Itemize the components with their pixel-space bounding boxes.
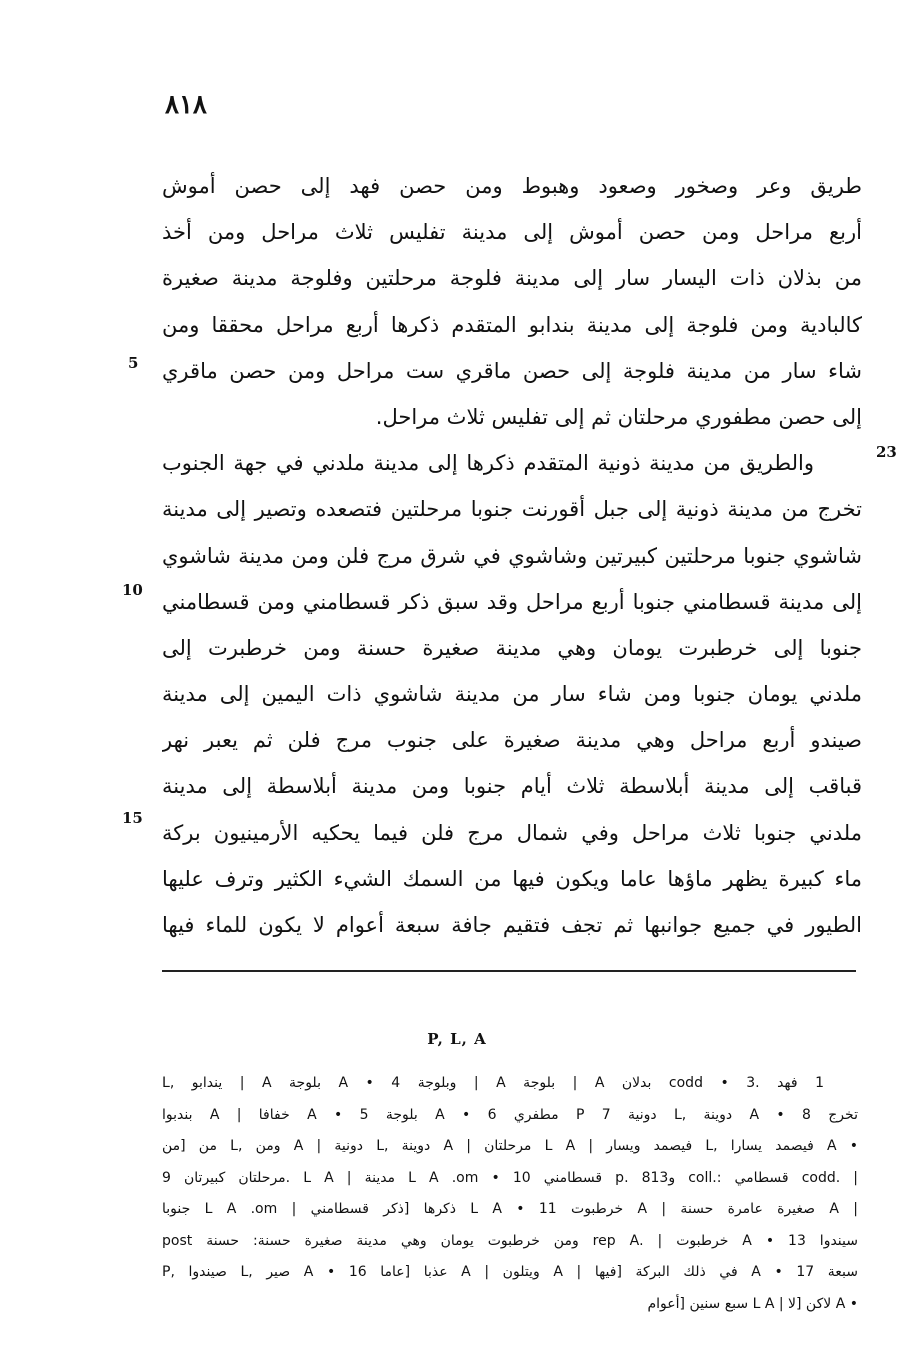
footnote-divider (162, 970, 856, 972)
apparatus-line: 1 فهد .codd • 3 بدلان A | بلوجة A | وبلوجة A • 4 بلوجة A | يندابو ,L (162, 1075, 824, 1091)
text-line: كالبادية ومن فلوجة إلى مدينة بندابو المتقدم ذكرها أربع مراحل محققا ومن (162, 312, 862, 337)
apparatus-line: سبعة 17 • A في ذلك البركة [فيها | A ويتلون | A عذبا [عاما 16 • A صير ,L صيندوا ,P (162, 1264, 858, 1280)
text-line: شاشوي جنوبا مرحلتين كبيرتين وشاشوي في شرق مرج فلن ومن مدينة شاشوي (162, 543, 862, 568)
text-line: ملدني يومان جنوبا ومن شاء سار من مدينة شاشوي ذات اليمين إلى مدينة (162, 682, 862, 707)
text-line: إلى مدينة قسطامني جنوبا أربع مراحل وقد سبق ذكر قسطامني ومن قسطامني (162, 589, 862, 614)
critical-apparatus (162, 1068, 858, 1320)
text-line: شاء سار من مدينة فلوجة إلى حصن ماقري ست مراحل ومن حصن ماقري (162, 358, 862, 383)
margin-reference-number: 23 (876, 443, 897, 461)
text-line: إلى حصن مطفوري مرحلتان ثم إلى تفليس ثلاث مراحل. (375, 404, 862, 429)
line-number-5: 5 (128, 354, 139, 372)
text-line: ماء كبيرة يظهر ماؤها عاما ويكون فيها من السمك الشيء الكثير وترف عليها (162, 866, 862, 891)
text-line: تخرج من مدينة ذونية إلى جبل أقورنت جنوبا مرحلتين فتصعده وتصير إلى مدينة (162, 497, 862, 522)
text-line: أربع مراحل ومن حصن أموش إلى مدينة تفليس ثلاث مراحل ومن أخذ (162, 220, 862, 245)
apparatus-line: سيندوا 13 • A خرطبوت | .rep A ومن خرطبوت يومان وهي مدينة صغيرة حسنة: حسنة post (162, 1232, 858, 1249)
text-line: ملدني جنوبا ثلاث مراحل وفي شمال مرج فلن فيما يحكيه الأرمينيون بركة (162, 820, 862, 845)
text-line: قباقب إلى مدينة أبلاسطة ثلاث أيام جنوبا ومن مدينة أبلاسطة إلى مدينة (162, 774, 862, 799)
text-line: والطريق من مدينة ذونية المتقدم ذكرها إلى مدينة ملدني في جهة الجنوب (162, 451, 814, 476)
text-line: طريق وعر وصخور وصعود وهبوط ومن حصن فهد إلى حصن أموش (162, 174, 862, 198)
page-number: ٨١٨ (165, 90, 207, 120)
text-line: جنوبا إلى خرطبرت يومان وهي مدينة صغيرة حسنة ومن خرطبرت إلى (162, 635, 862, 660)
manuscript-sigla: P, L, A (427, 1030, 487, 1048)
text-line: صيندو أربع مراحل وهي مدينة صغيرة على جنوب مرج فلن ثم يعبر نهر (162, 728, 862, 753)
line-number-10: 10 (122, 581, 143, 599)
apparatus-line: • A لاكن [لا | L A سبع سنين [أعوام (647, 1295, 858, 1312)
apparatus-line: | .codd قسطامي :.coll و813 .p قسطامني 10 • L A .om مدينة | L A .مرحلتان كبيرتان 9 (162, 1169, 858, 1186)
line-number-15: 15 (122, 809, 143, 827)
apparatus-line: تخرج 8 • A دوينة ,L دونية 7 P مطفري 6 • A بلوجة 5 • A خفافا | A بندبوا (162, 1106, 858, 1123)
main-text (162, 163, 862, 948)
apparatus-line: • A فيصمد يسارا ,L فيصمد ويسار | L A مرحلتان | A دوينة ,L دونية | A ومن ,L من [من (162, 1138, 858, 1154)
apparatus-line: | A صغيرة عامرة حسنة | A خرطبوت 11 • L A ذكرها [ذكر قسطامني | L A .om جنوبا (162, 1201, 858, 1217)
text-line: من بذلان ذات اليسار سار إلى مدينة فلوجة مرحلتين وفلوجة مدينة صغيرة (162, 266, 862, 291)
text-line: الطيور في جميع جوانبها ثم تجف فتقيم جافة سبعة أعوام لا يكون للماء فيها (162, 913, 862, 937)
